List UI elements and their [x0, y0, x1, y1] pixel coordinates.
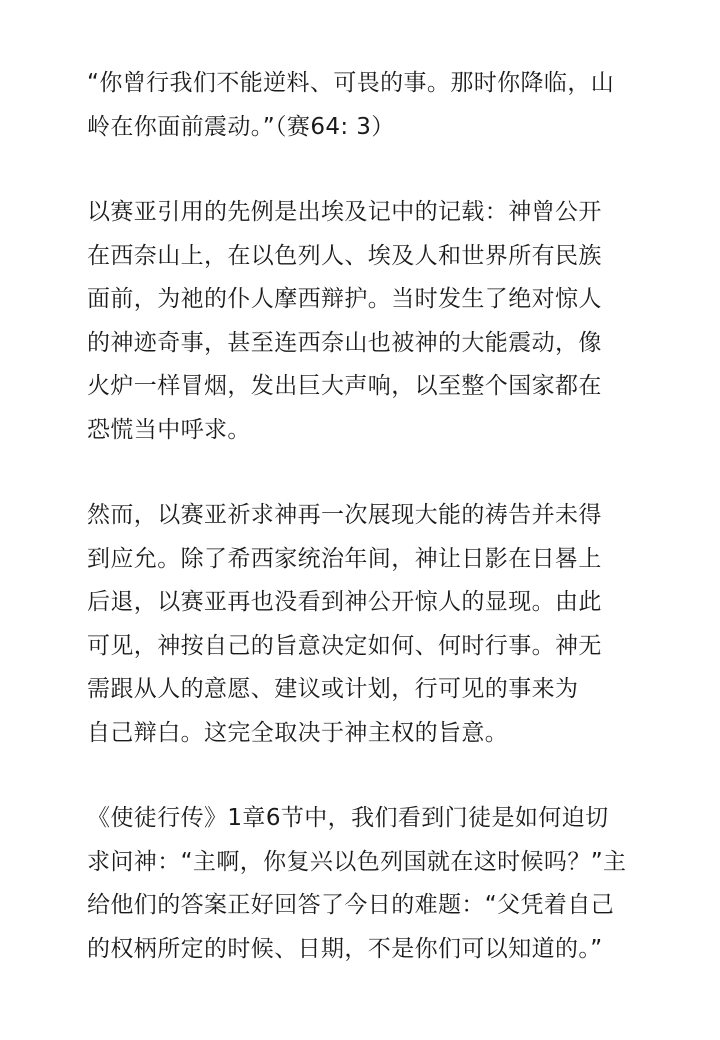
paragraph-isaiah-quote: “你曾行我们不能逆料、可畏的事。那时你降临，山 岭在你面前震动。”（赛64: 3） [87, 70, 615, 140]
paragraph-exodus-precedent: 以赛亚引用的先例是出埃及记中的记载：神曾公开 在西奈山上，在以色列人、埃及人和世界所有民族 面前，为祂的仆人摩西辩护。当时发生了绝对惊人 的神迹奇事，甚至连西奈山也被神的大能震动，像 火炉一样冒烟，发出巨大声响，以至整个国家都在 恐慌当中呼求。 [87, 199, 602, 443]
document-body [87, 62, 647, 971]
paragraph-acts-question: 《使徒行传》1章6节中，我们看到门徒是如何迫切 求问神：“主啊，你复兴以色列国就在这时候吗？”主 给他们的答案正好回答了今日的难题：“父凭着自己 的权柄所定的时候、日期，不是你们可以知道的。” [87, 805, 627, 962]
paragraph-unanswered-prayer: 然而，以赛亚祈求神再一次展现大能的祷告并未得 到应允。除了希西家统治年间，神让日影在日晷上 后退，以赛亚再也没看到神公开惊人的显现。由此 可见，神按自己的旨意决定如何、何时行事。神无 需跟从人的意愿、建议或计划，行可见的事来为 自己辩白。这完全取决于神主权的旨意。 [87, 502, 602, 746]
